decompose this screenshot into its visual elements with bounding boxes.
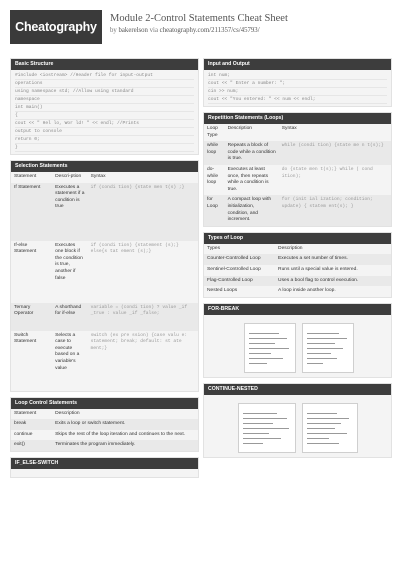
statement-name: break <box>11 419 52 430</box>
selection-statements-section <box>10 160 199 392</box>
loop-name: do-while loop <box>207 166 219 186</box>
section-header: Basic Structure <box>11 59 198 70</box>
author-link[interactable]: bakerelson <box>118 27 148 34</box>
statement-desc: Terminates the program immediately. <box>52 440 198 451</box>
section-header: Input and Output <box>204 59 391 70</box>
repetition-section <box>203 112 392 227</box>
column-header: Statement <box>14 410 37 416</box>
if-else-switch-section <box>10 457 199 478</box>
sheet-url-link[interactable]: cheatography.com/211357/cs/45793/ <box>159 27 260 34</box>
loop-desc: A compact loop with initialization, condition, and increment. <box>225 195 279 225</box>
code-line: cout << " Enter a number: "; <box>208 80 387 88</box>
statement-name: Ternary Operator <box>11 303 52 331</box>
loop-name: while loop <box>204 141 225 165</box>
table-row <box>11 303 198 331</box>
code-block <box>204 70 391 106</box>
section-header: Selection Statements <box>11 161 198 172</box>
left-column <box>10 58 199 483</box>
column-header: Syntax <box>90 174 106 179</box>
table-row <box>11 430 198 441</box>
for-break-section <box>203 303 392 378</box>
column-header: Loop Type <box>207 126 218 138</box>
column-header: Syntax <box>281 126 297 131</box>
loop-syntax: for (init ial ization; condition; update) { statem ent(s); } <box>279 195 391 225</box>
code-line: { <box>15 112 194 120</box>
loop-desc: Executes at least once, then repeats while a condition is true. <box>227 166 269 192</box>
loop-type-name: Counter-Controlled Loop <box>204 254 275 265</box>
statement-syntax: if (condi tion) {statement (s);} else{s tat ement (s);} <box>90 242 179 255</box>
statement-syntax: if (condi tion) {state men t(s) ;} <box>88 183 198 241</box>
column-header: Descri-ption <box>55 174 82 179</box>
table-header-row <box>204 244 391 255</box>
code-line: using namespace std; //Allow using standard <box>15 88 194 96</box>
column-header: Types <box>207 245 221 251</box>
table-row <box>11 440 198 451</box>
statement-desc: Skips the rest of the loop iteration and continues to the next. <box>55 431 186 437</box>
loop-types-section <box>203 232 392 298</box>
table-row <box>11 183 198 241</box>
continue-nested-image <box>204 395 391 457</box>
input-output-section <box>203 58 392 107</box>
loop-syntax: while (condi tion) {state me n t(s);} <box>279 141 391 165</box>
table-row <box>204 265 391 276</box>
loop-name: for Loop <box>204 195 225 225</box>
section-header: Loop Control Statements <box>11 398 198 409</box>
continue-nested-section <box>203 383 392 458</box>
table-row <box>204 286 391 297</box>
column-header: Description <box>227 126 253 131</box>
loop-syntax: do {state men t(s);} while ( cond ition); <box>281 166 373 179</box>
loop-type-desc: Runs until a special value is entered. <box>278 266 358 272</box>
statement-name: If-else Statement <box>14 242 37 255</box>
code-line: cin >> num; <box>208 88 387 96</box>
loop-type-name: Nested Loops <box>207 288 238 294</box>
column-header: Description <box>278 245 303 251</box>
section-header: IF_ELSE-SWITCH <box>11 458 198 469</box>
code-screenshot <box>238 403 296 453</box>
code-line: #include <iostream> //Header file for input-output <box>15 72 194 80</box>
code-screenshot <box>244 323 296 373</box>
statement-name: Switch Statement <box>14 332 37 345</box>
loop-control-table <box>11 409 198 451</box>
basic-structure-section <box>10 58 199 155</box>
code-line: cout << " Hel lo, Wor ld! " << endl; //Prints <box>15 120 194 128</box>
table-header-row <box>204 124 391 141</box>
loop-type-name: Sentinel-Controlled Loop <box>207 266 261 272</box>
loop-control-section <box>10 397 199 452</box>
table-row <box>11 241 198 303</box>
table-row <box>11 419 198 430</box>
code-line: operations <box>15 80 194 88</box>
code-line: int main() <box>15 104 194 112</box>
statement-desc: Executes one block if the condition is true, another if false <box>55 242 83 281</box>
code-screenshot <box>302 403 358 453</box>
loop-type-desc: Uses a bool flag to control execution. <box>275 276 391 287</box>
section-header: Types of Loop <box>204 233 391 244</box>
loop-type-desc: Executes a set number of times. <box>275 254 391 265</box>
repetition-table <box>204 124 391 226</box>
for-break-image <box>204 315 391 377</box>
code-line: int num; <box>208 72 387 80</box>
selection-table <box>11 172 198 391</box>
table-row <box>11 331 198 391</box>
column-header: Description <box>55 410 80 416</box>
table-row <box>204 276 391 287</box>
cheatography-logo[interactable]: Cheatography <box>10 10 102 44</box>
page-header <box>0 0 400 52</box>
loop-type-desc: A loop inside another loop. <box>278 288 336 294</box>
code-line: cout << "You entered: " << num << endl; <box>208 96 387 104</box>
statement-desc: Exits a loop or switch statement. <box>52 419 198 430</box>
column-header: Statement <box>14 174 37 179</box>
section-header: CONTINUE-NESTED <box>204 384 391 395</box>
code-line: output to console <box>15 128 194 136</box>
code-line: namespace <box>15 96 194 104</box>
loop-type-name: Flag-Controlled Loop <box>204 276 275 287</box>
loop-types-table <box>204 244 391 297</box>
code-screenshot <box>302 323 354 373</box>
byline: by bakerelson via cheatography.com/211357/cs/45793/ <box>110 27 260 34</box>
table-header-row <box>11 172 198 183</box>
statement-syntax: switch (ex pre ssion) {case valu e: statement; break; default: st ate ment;} <box>90 332 188 351</box>
loop-desc: Repeats a block of code while a condition is true. <box>225 141 279 165</box>
section-header: Repetition Statements (Loops) <box>204 113 391 124</box>
statement-desc: Executes a statement if a condition is true <box>52 183 88 241</box>
right-column <box>203 58 392 463</box>
code-line: } <box>15 144 194 152</box>
page-title: Module 2-Control Statements Cheat Sheet <box>110 13 288 24</box>
statement-name: If Statement <box>11 183 52 241</box>
code-block <box>11 70 198 154</box>
statement-name: exit() <box>11 440 52 451</box>
statement-syntax: variable = (condi tion) ? value _if _true : value _if _false; <box>88 303 198 331</box>
table-row <box>204 141 391 165</box>
table-row <box>204 195 391 225</box>
statement-name: continue <box>14 431 33 437</box>
statement-desc: Selects a case to execute based on a variable's value <box>55 332 80 371</box>
statement-desc: A shorthand for if-else <box>52 303 88 331</box>
section-header: FOR-BREAK <box>204 304 391 315</box>
table-row <box>204 254 391 265</box>
code-line: return 0; <box>15 136 194 144</box>
table-header-row <box>11 409 198 420</box>
table-row <box>204 165 391 195</box>
